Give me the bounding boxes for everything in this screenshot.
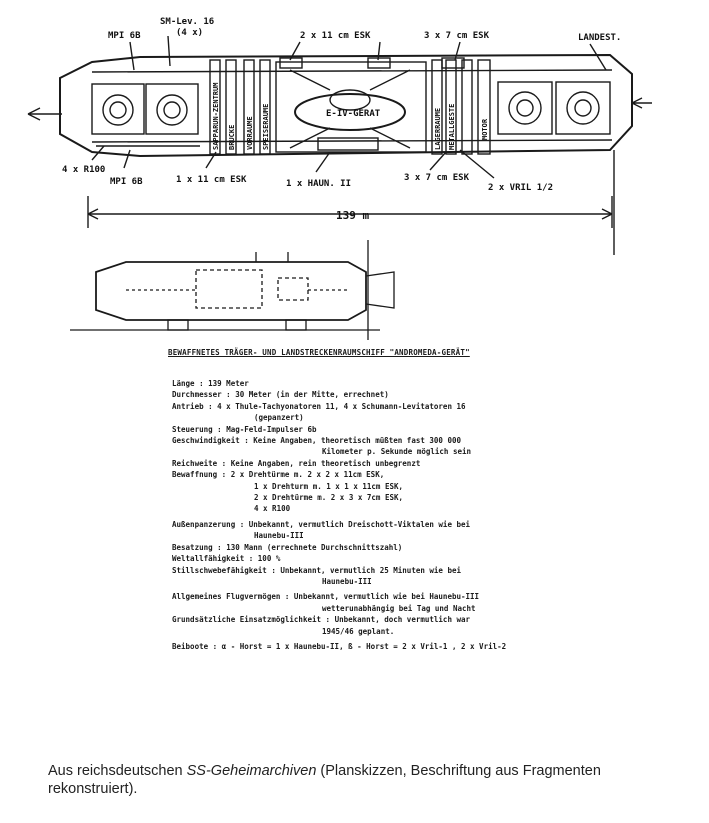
spec-value: 4 x Thule-Tachyonatoren 11, 4 x Schumann-Levitatoren 16 <box>217 401 466 411</box>
ship-sketch-top <box>0 0 709 345</box>
spec-row-deploy <box>172 614 672 625</box>
label-vertical-2: BRUCKE <box>228 124 236 150</box>
spec-key: Stillschwebefähigkeit : <box>172 565 276 575</box>
spec-key: Durchmesser : <box>172 390 231 400</box>
spec-key: Reichweite : <box>172 458 227 468</box>
spec-row-boats <box>172 641 672 652</box>
label-vertical-4: SPEISERAUME <box>262 103 270 150</box>
spec-row-length <box>172 378 672 389</box>
caption-text-2: SS-Geheimarchiven <box>186 763 317 779</box>
label-sm-lev-count: (4 x) <box>176 28 204 38</box>
spec-heading: BEWAFFNETES TRÄGER- UND LANDSTRECKENRAUMSCHIFF "ANDROMEDA-GERÄT" <box>168 348 470 357</box>
label-mpi-top: MPI 6B <box>108 31 141 41</box>
caption-text-3: (Planskizzen, Beschriftung aus Fragmenten rekonstruiert). <box>48 763 601 797</box>
spec-value: Unbekannt, vermutlich Dreischott-Viktalen wie bei <box>248 519 471 529</box>
spec-value: Keine Angaben, theoretisch müßten fast 300 000 <box>253 436 461 446</box>
label-length: 139 m <box>336 209 370 222</box>
spec-key: Weltallfähigkeit : <box>172 554 254 564</box>
spec-row-flight <box>172 591 672 602</box>
ship-sketch-side <box>70 240 394 340</box>
spec-value: 130 Mann (errechnete Durchschnittszahl) <box>226 542 403 552</box>
spec-key: Länge : <box>172 379 204 388</box>
label-esk-1x11-bottom: 1 x 11 cm ESK <box>176 175 247 185</box>
spec-value: Unbekannt, vermutlich wie bei Haunebu-III <box>293 592 480 602</box>
spec-key: Beiboote : <box>172 641 218 651</box>
spec-continuation: Haunebu-III <box>322 576 372 586</box>
caption-text-1: Aus reichsdeutschen <box>48 763 187 779</box>
spec-value: Unbekannt, vermutlich 25 Minuten wie bei <box>280 565 461 575</box>
spec-row-armor <box>172 519 672 530</box>
spec-continuation: 1 x Drehturm m. 1 x 1 x 11cm ESK, <box>254 481 404 491</box>
spec-row-drive <box>172 401 672 412</box>
page-caption <box>48 762 668 798</box>
spec-row-space <box>172 553 672 564</box>
spec-continuation: 2 x Drehtürme m. 2 x 3 x 7cm ESK, <box>254 493 404 503</box>
spec-key: Antrieb : <box>172 401 213 411</box>
label-esk-3x7-top: 3 x 7 cm ESK <box>424 31 490 41</box>
spec-key: Steuerung : <box>172 424 222 434</box>
spec-row-stay <box>172 565 672 576</box>
spec-row-diameter <box>172 389 672 400</box>
spec-value: Mag-Feld-Impulser 6b <box>226 424 317 434</box>
label-vertical-3: VORRAUME <box>246 116 254 150</box>
label-vertical-7: MOTOR <box>481 118 489 140</box>
spec-table <box>172 378 672 652</box>
spec-value: Unbekannt, doch vermutlich war <box>334 615 471 625</box>
spec-continuation: Haunebu-III <box>254 531 304 541</box>
label-vertical-1: SAPPARUN-ZENTRUM <box>212 82 220 150</box>
spec-continuation: (gepanzert) <box>254 413 304 423</box>
spec-key: Geschwindigkeit : <box>172 436 249 446</box>
label-esk-2x11-top: 2 x 11 cm ESK <box>300 31 371 41</box>
label-vertical-6: METALLGESTE <box>448 103 456 150</box>
spec-row-armament <box>172 469 672 480</box>
label-sm-lev: SM-Lev. 16 <box>160 17 215 27</box>
spec-row-range <box>172 458 672 469</box>
spec-key: Außenpanzerung : <box>172 519 245 529</box>
label-vril: 2 x VRIL 1/2 <box>488 183 554 193</box>
label-esk-3x7-bottom: 3 x 7 cm ESK <box>404 173 470 183</box>
spec-value: Keine Angaben, rein theoretisch unbegrenzt <box>230 458 421 468</box>
spec-key: Besatzung : <box>172 542 222 552</box>
spec-continuation: 4 x R100 <box>254 504 291 514</box>
spec-value: 2 x Drehtürme m. 2 x 2 x 11cm ESK, <box>230 470 385 480</box>
spec-value: 100 % <box>257 554 281 564</box>
spec-continuation: 1945/46 geplant. <box>322 626 395 636</box>
spec-continuation: Kilometer p. Sekunde möglich sein <box>322 447 472 457</box>
spec-row-crew <box>172 542 672 553</box>
spec-value: 30 Meter (in der Mitte, errechnet) <box>235 390 389 400</box>
spec-value: α - Horst = 1 x Haunebu-II, ß - Horst = 2 x Vril-1 , 2 x Vril-2 <box>221 641 507 651</box>
label-haun: 1 x HAUN. II <box>286 179 352 189</box>
label-mpi-bottom: MPI 6B <box>110 177 143 187</box>
spec-continuation: wetterunabhängig bei Tag und Nacht <box>322 603 476 613</box>
spec-key: Bewaffnung : <box>172 470 227 480</box>
spec-key: Grundsätzliche Einsatzmöglichkeit : <box>172 615 331 625</box>
spec-row-control <box>172 424 672 435</box>
spec-key: Allgemeines Flugvermögen : <box>172 592 290 602</box>
label-landest: LANDEST. <box>578 33 622 43</box>
label-geraet: E-IV-GERAT <box>326 109 381 119</box>
spec-row-speed <box>172 435 672 446</box>
spec-value: 139 Meter <box>208 379 249 388</box>
label-vertical-5: LAGERRAUME <box>434 107 442 150</box>
label-r100: 4 x R100 <box>62 165 106 175</box>
